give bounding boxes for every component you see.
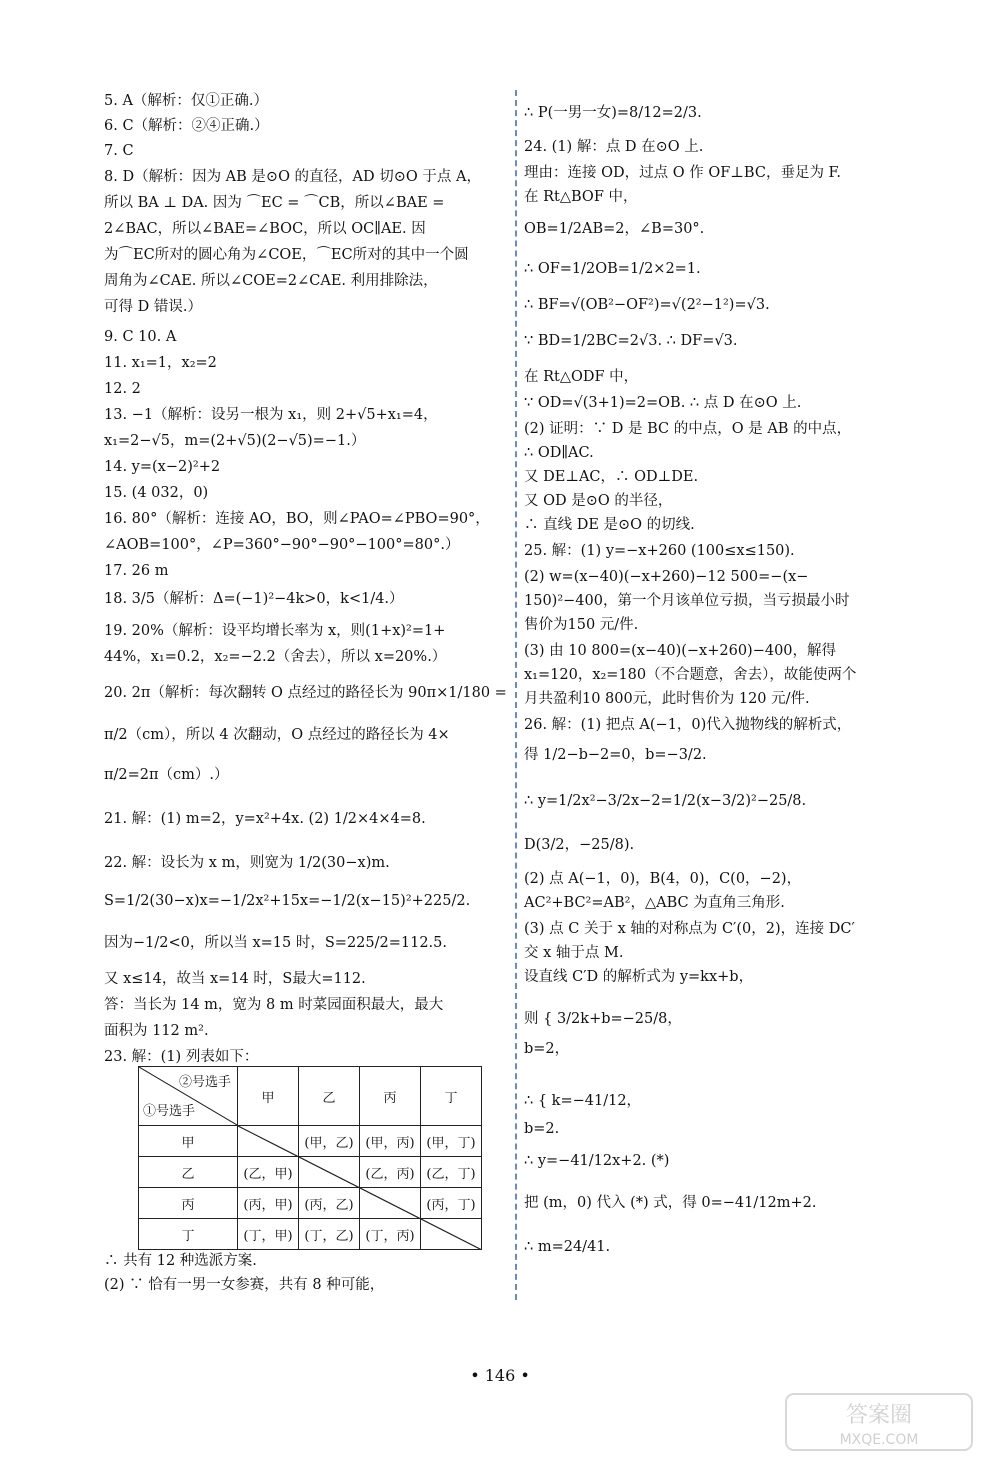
- table-diagonal-line: [238, 1126, 482, 1250]
- corner-bottom-label: ①号选手: [143, 1104, 196, 1119]
- text-line: 22. 解：设长为 x m，则宽为 1/2(30−x)m.: [104, 855, 390, 871]
- table-cell: (丙，乙): [299, 1188, 360, 1219]
- text-line: 又 x≤14，故当 x=14 时，S最大=112.: [104, 971, 366, 987]
- text-line: 14. y=(x−2)²+2: [104, 459, 221, 475]
- svg-text:MXQE.COM: MXQE.COM: [839, 1432, 919, 1448]
- table-cell: (乙，丁): [421, 1157, 482, 1188]
- text-line: 7. C: [104, 143, 134, 159]
- table-col-header: 丁: [421, 1067, 482, 1126]
- table-cell: (乙，丙): [360, 1157, 421, 1188]
- text-line: 15. (4 032，0): [104, 485, 209, 501]
- text-line: ∵ OD=√(3+1)=2=OB. ∴ 点 D 在⊙O 上.: [524, 395, 802, 411]
- text-line: ∴ m=24/41.: [524, 1239, 611, 1255]
- text-line: (2) ∵ 恰有一男一女参赛，共有 8 种可能，: [104, 1277, 385, 1293]
- svg-text:答案圈: 答案圈: [845, 1403, 913, 1428]
- text-line: 所以 BA ⊥ DA. 因为 ⌒EC = ⌒CB，所以∠BAE =: [104, 195, 445, 211]
- text-line: 可得 D 错误.）: [104, 299, 202, 315]
- table-cell: (甲，丙): [360, 1126, 421, 1157]
- text-line: 又 DE⊥AC，∴ OD⊥DE.: [524, 469, 699, 485]
- text-line: 26. 解：(1) 把点 A(−1，0)代入抛物线的解析式，: [524, 717, 852, 733]
- table-col-header: 甲: [238, 1067, 299, 1126]
- text-line: AC²+BC²=AB²，△ABC 为直角三角形.: [524, 895, 785, 911]
- text-line: 12. 2: [104, 381, 141, 397]
- text-line: 设直线 C′D 的解析式为 y=kx+b，: [524, 969, 754, 985]
- column-divider: [515, 90, 517, 1300]
- text-line: b=2.: [524, 1121, 560, 1137]
- text-line: 18. 3/5（解析：Δ=(−1)²−4k>0，k<1/4.）: [104, 591, 404, 607]
- table-cell: (丙，甲): [238, 1188, 299, 1219]
- table-row-header: 乙: [139, 1157, 238, 1188]
- text-line: 在 Rt△BOF 中，: [524, 189, 638, 205]
- text-line: 又 OD 是⊙O 的半径，: [524, 493, 673, 509]
- table-cell: (甲，乙): [299, 1126, 360, 1157]
- table-col-header: 乙: [299, 1067, 360, 1126]
- text-line: 21. 解：(1) m=2，y=x²+4x. (2) 1/2×4×4=8.: [104, 811, 426, 827]
- text-line: 面积为 112 m².: [104, 1023, 209, 1039]
- text-line: 13. −1（解析：设另一根为 x₁，则 2+√5+x₁=4，: [104, 407, 438, 423]
- text-line: 得 1/2−b−2=0，b=−3/2.: [524, 747, 707, 763]
- text-line: 11. x₁=1，x₂=2: [104, 355, 217, 371]
- text-line: (2) 证明：∵ D 是 BC 的中点，O 是 AB 的中点，: [524, 421, 852, 437]
- table-cell: (丙，丁): [421, 1188, 482, 1219]
- text-line: ∴ BF=√(OB²−OF²)=√(2²−1²)=√3.: [524, 297, 770, 313]
- text-line: 20. 2π（解析：每次翻转 O 点经过的路径长为 90π×1/180 =: [104, 685, 507, 701]
- text-line: (3) 由 10 800=(x−40)(−x+260)−400，解得: [524, 643, 837, 659]
- text-line: 理由：连接 OD，过点 O 作 OF⊥BC，垂足为 F.: [524, 165, 841, 181]
- text-line: 答：当长为 14 m，宽为 8 m 时菜园面积最大，最大: [104, 997, 444, 1013]
- page-number: • 146 •: [470, 1366, 530, 1385]
- text-line: ∵ BD=1/2BC=2√3. ∴ DF=√3.: [524, 333, 738, 349]
- table-cell: (丁，甲): [238, 1219, 299, 1250]
- text-line: ∴ 共有 12 种选派方案.: [104, 1253, 257, 1269]
- text-line: 17. 26 m: [104, 563, 169, 579]
- text-line: ∴ P(一男一女)=8/12=2/3.: [524, 105, 702, 121]
- text-line: π/2（cm），所以 4 次翻动，O 点经过的路径长为 4×: [104, 727, 450, 743]
- text-line: 月共盈利10 800元，此时售价为 120 元/件.: [524, 691, 810, 707]
- text-line: 售价为150 元/件.: [524, 617, 639, 633]
- text-line: 交 x 轴于点 M.: [524, 945, 624, 961]
- text-line: 24. (1) 解：点 D 在⊙O 上.: [524, 139, 704, 155]
- text-line: 8. D（解析：因为 AB 是⊙O 的直径，AD 切⊙O 于点 A，: [104, 169, 481, 185]
- text-line: 2∠BAC，所以∠BAE=∠BOC，所以 OC∥AE. 因: [104, 221, 426, 237]
- text-line: 为⌒EC所对的圆心角为∠COE，⌒EC所对的其中一个圆: [104, 247, 469, 263]
- text-line: b=2，: [524, 1041, 570, 1057]
- text-line: ∴ 直线 DE 是⊙O 的切线.: [524, 517, 695, 533]
- watermark-logo: [784, 1392, 974, 1452]
- text-line: S=1/2(30−x)x=−1/2x²+15x=−1/2(x−15)²+225/2.: [104, 893, 471, 909]
- text-line: ∴ y=−41/12x+2. (*): [524, 1153, 670, 1169]
- corner-top-label: ②号选手: [178, 1075, 231, 1090]
- text-line: ∴ y=1/2x²−3/2x−2=1/2(x−3/2)²−25/8.: [524, 793, 807, 809]
- text-line: x₁=120，x₂=180（不合题意，舍去），故能使两个: [524, 667, 857, 683]
- text-line: π/2=2π（cm）.）: [104, 767, 229, 783]
- text-line: 把 (m，0) 代入 (*) 式，得 0=−41/12m+2.: [524, 1195, 817, 1211]
- text-line: D(3/2，−25/8).: [524, 837, 635, 853]
- text-line: 25. 解：(1) y=−x+260 (100≤x≤150).: [524, 543, 795, 559]
- table-row-header: 甲: [139, 1126, 238, 1157]
- text-line: 16. 80°（解析：连接 AO，BO，则∠PAO=∠PBO=90°，: [104, 511, 490, 527]
- text-line: OB=1/2AB=2，∠B=30°.: [524, 221, 705, 237]
- table-cell: (丁，丙): [360, 1219, 421, 1250]
- text-line: 44%，x₁=0.2，x₂=−2.2（舍去），所以 x=20%.）: [104, 649, 447, 665]
- text-line: ∠AOB=100°，∠P=360°−90°−90°−100°=80°.）: [104, 537, 460, 553]
- table-corner-cell: [139, 1067, 238, 1126]
- table-cell: (丁，乙): [299, 1219, 360, 1250]
- table-cell: (乙，甲): [238, 1157, 299, 1188]
- text-line: 周角为∠CAE. 所以∠COE=2∠CAE. 利用排除法，: [104, 273, 438, 289]
- text-line: 因为−1/2<0，所以当 x=15 时，S=225/2=112.5.: [104, 935, 447, 951]
- table-row-header: 丁: [139, 1219, 238, 1250]
- text-line: 19. 20%（解析：设平均增长率为 x，则(1+x)²=1+: [104, 623, 446, 639]
- text-line: 5. A（解析：仅①正确.）: [104, 93, 269, 109]
- text-line: 则 { 3/2k+b=−25/8，: [524, 1011, 682, 1027]
- text-line: ∴ OD∥AC.: [524, 445, 594, 461]
- text-line: (2) w=(x−40)(−x+260)−12 500=−(x−: [524, 569, 809, 585]
- table-row-header: 丙: [139, 1188, 238, 1219]
- text-line: x₁=2−√5，m=(2+√5)(2−√5)=−1.）: [104, 433, 366, 449]
- text-line: 6. C（解析：②④正确.）: [104, 118, 269, 134]
- text-line: 在 Rt△ODF 中，: [524, 369, 639, 385]
- text-line: ∴ { k=−41/12，: [524, 1093, 642, 1109]
- text-line: (2) 点 A(−1，0)，B(4，0)，C(0，−2)，: [524, 871, 802, 887]
- text-line: 9. C 10. A: [104, 329, 177, 345]
- text-line: (3) 点 C 关于 x 轴的对称点为 C′(0，2)，连接 DC′: [524, 921, 855, 937]
- table-col-header: 丙: [360, 1067, 421, 1126]
- text-line: 150)²−400，第一个月该单位亏损，当亏损最小时: [524, 593, 850, 609]
- table-cell: (甲，丁): [421, 1126, 482, 1157]
- text-line: 23. 解：(1) 列表如下：: [104, 1049, 259, 1065]
- text-line: ∴ OF=1/2OB=1/2×2=1.: [524, 261, 701, 277]
